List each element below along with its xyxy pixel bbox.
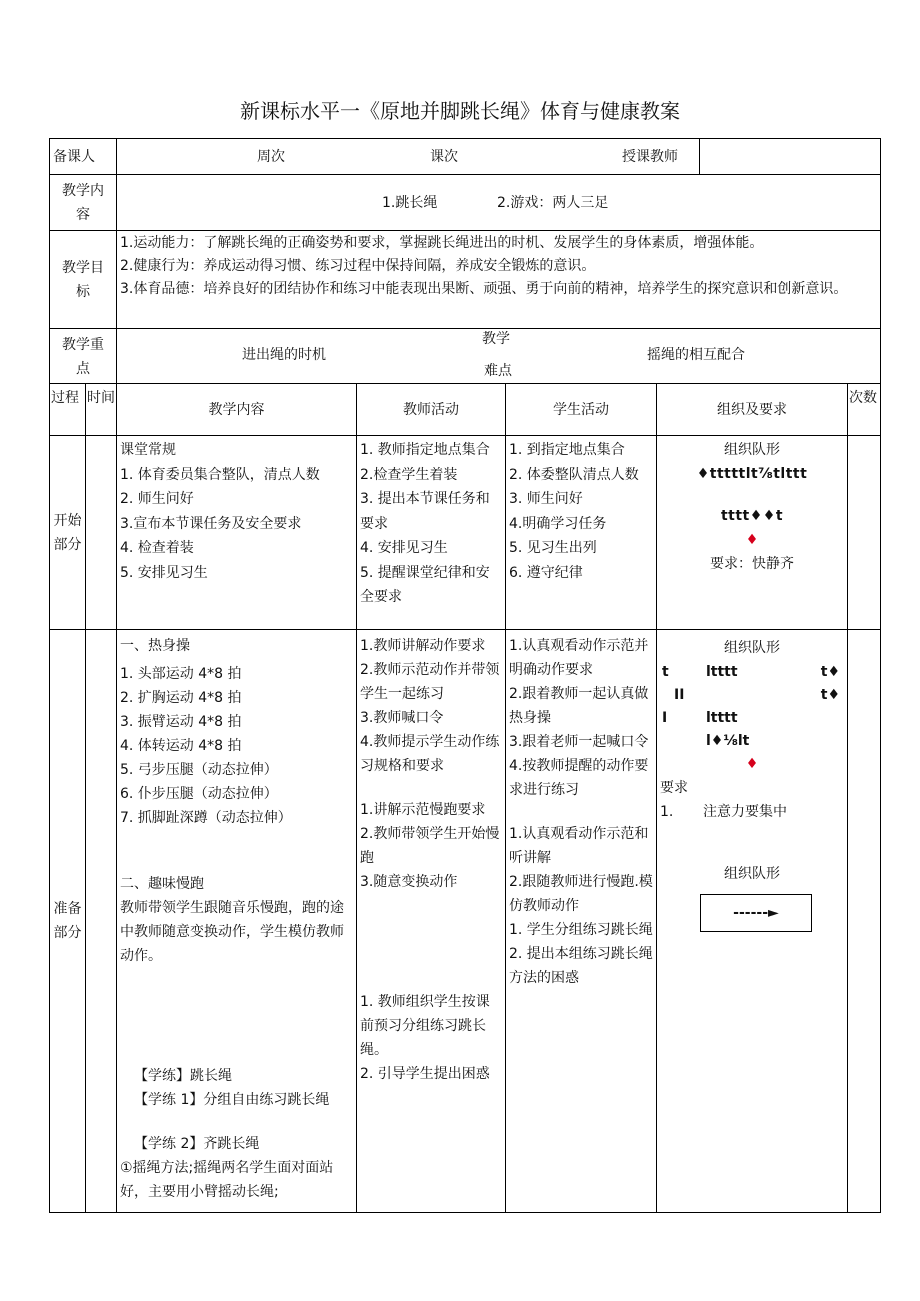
- objective-item: 1.运动能力：了解跳长绳的正确姿势和要求，掌握跳长绳进出的时机、发展学生的身体素质，增强体能。: [120, 235, 764, 251]
- teacher-value: [700, 139, 880, 174]
- objectives-list: [117, 231, 880, 328]
- difficulty-label-2: 难点: [484, 363, 512, 379]
- start-section-row: [50, 436, 880, 630]
- preparer-label: 备课人: [50, 139, 117, 174]
- start-organization: 组织队形 ♦tttttlt⅞tlttt tttt♦♦t ♦ 要求：快静齐: [657, 436, 848, 629]
- content-item-1: 1.跳长绳: [382, 194, 438, 211]
- start-teacher: 1. 教师指定地点集合 2.检查学生着装 3. 提出本节课任务和要求 4. 安排见习生 5. 提醒课堂纪律和安全要求: [357, 436, 506, 629]
- key-points-label: 教学重 点: [50, 329, 117, 383]
- prep-time: [86, 630, 117, 1212]
- content-row: [50, 175, 880, 231]
- difficulty-label-1: 教学: [482, 331, 510, 347]
- run-direction-arrow-icon: ------►: [700, 894, 812, 932]
- week-label: 周次: [257, 148, 285, 165]
- lesson-label: 课次: [430, 148, 458, 165]
- start-time: [86, 436, 117, 629]
- col-time: 时间: [86, 384, 117, 435]
- formation-row-1: ♦tttttlt⅞tlttt: [696, 466, 808, 482]
- difficulty: 摇绳的相互配合: [647, 347, 745, 363]
- col-student: 学生活动: [506, 384, 657, 435]
- formation-row-2: tttt♦♦t: [720, 508, 784, 524]
- objective-item: 2.健康行为：养成运动得习惯、练习过程中保持间隔，养成安全锻炼的意识。: [120, 258, 596, 274]
- prep-content: 一、热身操 1. 头部运动 4*8 拍 2. 扩胸运动 4*8 拍 3. 振臂运动 4*8 拍 4. 体转运动 4*8 拍 5. 弓步压腿（动态拉伸） 6. 仆步压腿（动态拉伸） 7. 抓脚趾深蹲（动态拉伸） 二、趣味慢跑 教师带领学生跟随音乐慢跑，跑的途中教师随意变换动作，学生模仿教师动作。 【学练】跳长绳 【学练 1】分组自由练习跳长绳 【学练 2】齐跳长绳 ①摇绳方法;摇绳两名学生面对面站好，主要用小臂摇动长绳;: [117, 630, 357, 1212]
- header-row: [50, 139, 880, 175]
- col-count: 次数: [849, 390, 877, 406]
- prep-organization: 组织队形 t II I ltttt ltttt l♦⅛lt t♦ t♦ ♦ 要求 1. 注意力要集中 组织队形 ------►: [657, 630, 848, 1212]
- col-organization: 组织及要求: [657, 384, 848, 435]
- key-points-content: [117, 329, 880, 383]
- objectives-row: [50, 231, 880, 329]
- col-content: 教学内容: [117, 384, 357, 435]
- prep-teacher: 1.教师讲解动作要求 2.教师示范动作并带领学生一起练习 3.教师喊口令 4.教师提示学生动作练习规格和要求 1.讲解示范慢跑要求 2.教师带领学生开始慢跑 3.随意变换动作 1. 教师组织学生按课前预习分组练习跳长绳。 2. 引导学生提出困惑: [357, 630, 506, 1212]
- header-fields: [117, 139, 700, 174]
- objectives-label: 教学目 标: [50, 231, 117, 328]
- objective-item: 3.体育品德：培养良好的团结协作和练习中能表现出果断、顽强、勇于向前的精神，培养学生的探究意识和创新意识。: [120, 281, 848, 297]
- prep-label: 准备 部分: [50, 630, 86, 1212]
- teacher-marker-icon: ♦: [745, 756, 759, 772]
- key-point: 进出绳的时机: [242, 347, 326, 363]
- start-count: [848, 436, 880, 629]
- content-item-2: 2.游戏：两人三足: [497, 194, 609, 211]
- start-requirement: 要求：快静齐: [710, 556, 794, 572]
- prep-count: [848, 630, 880, 1212]
- content-label: 教学内 容: [50, 175, 117, 230]
- col-process: 过程: [50, 384, 86, 435]
- page-title: 新课标水平一《原地并脚跳长绳》体育与健康教案: [240, 99, 680, 123]
- prep-formation: t II I ltttt ltttt l♦⅛lt t♦ t♦: [662, 664, 840, 749]
- content-items: [117, 175, 880, 230]
- start-label: 开始 部分: [50, 436, 86, 629]
- lesson-plan-table: [49, 138, 881, 1213]
- prep-student: 1.认真观看动作示范并明确动作要求 2.跟着教师一起认真做热身操 3.跟着老师一起喊口令 4.按教师提醒的动作要求进行练习 1.认真观看动作示范和听讲解 2.跟随教师进行慢跑.模仿教师动作 1. 学生分组练习跳长绳 2. 提出本组练习跳长绳方法的困惑: [506, 630, 657, 1212]
- prep-requirement-label: 要求: [660, 780, 688, 796]
- teacher-label: 授课教师: [622, 148, 678, 165]
- key-points-row: [50, 329, 880, 384]
- start-content: 课堂常规 1. 体育委员集合整队，清点人数 2. 师生问好 3.宣布本节课任务及安全要求 4. 检查着装 5. 安排见习生: [117, 436, 357, 629]
- prep-requirement: 1. 注意力要集中: [660, 804, 787, 820]
- teacher-marker-icon: ♦: [745, 532, 759, 548]
- prep-section-row: [50, 630, 880, 1212]
- column-header-row: [50, 384, 880, 436]
- col-teacher: 教师活动: [357, 384, 506, 435]
- start-student: 1. 到指定地点集合 2. 体委整队清点人数 3. 师生问好 4.明确学习任务 5. 见习生出列 6. 遵守纪律: [506, 436, 657, 629]
